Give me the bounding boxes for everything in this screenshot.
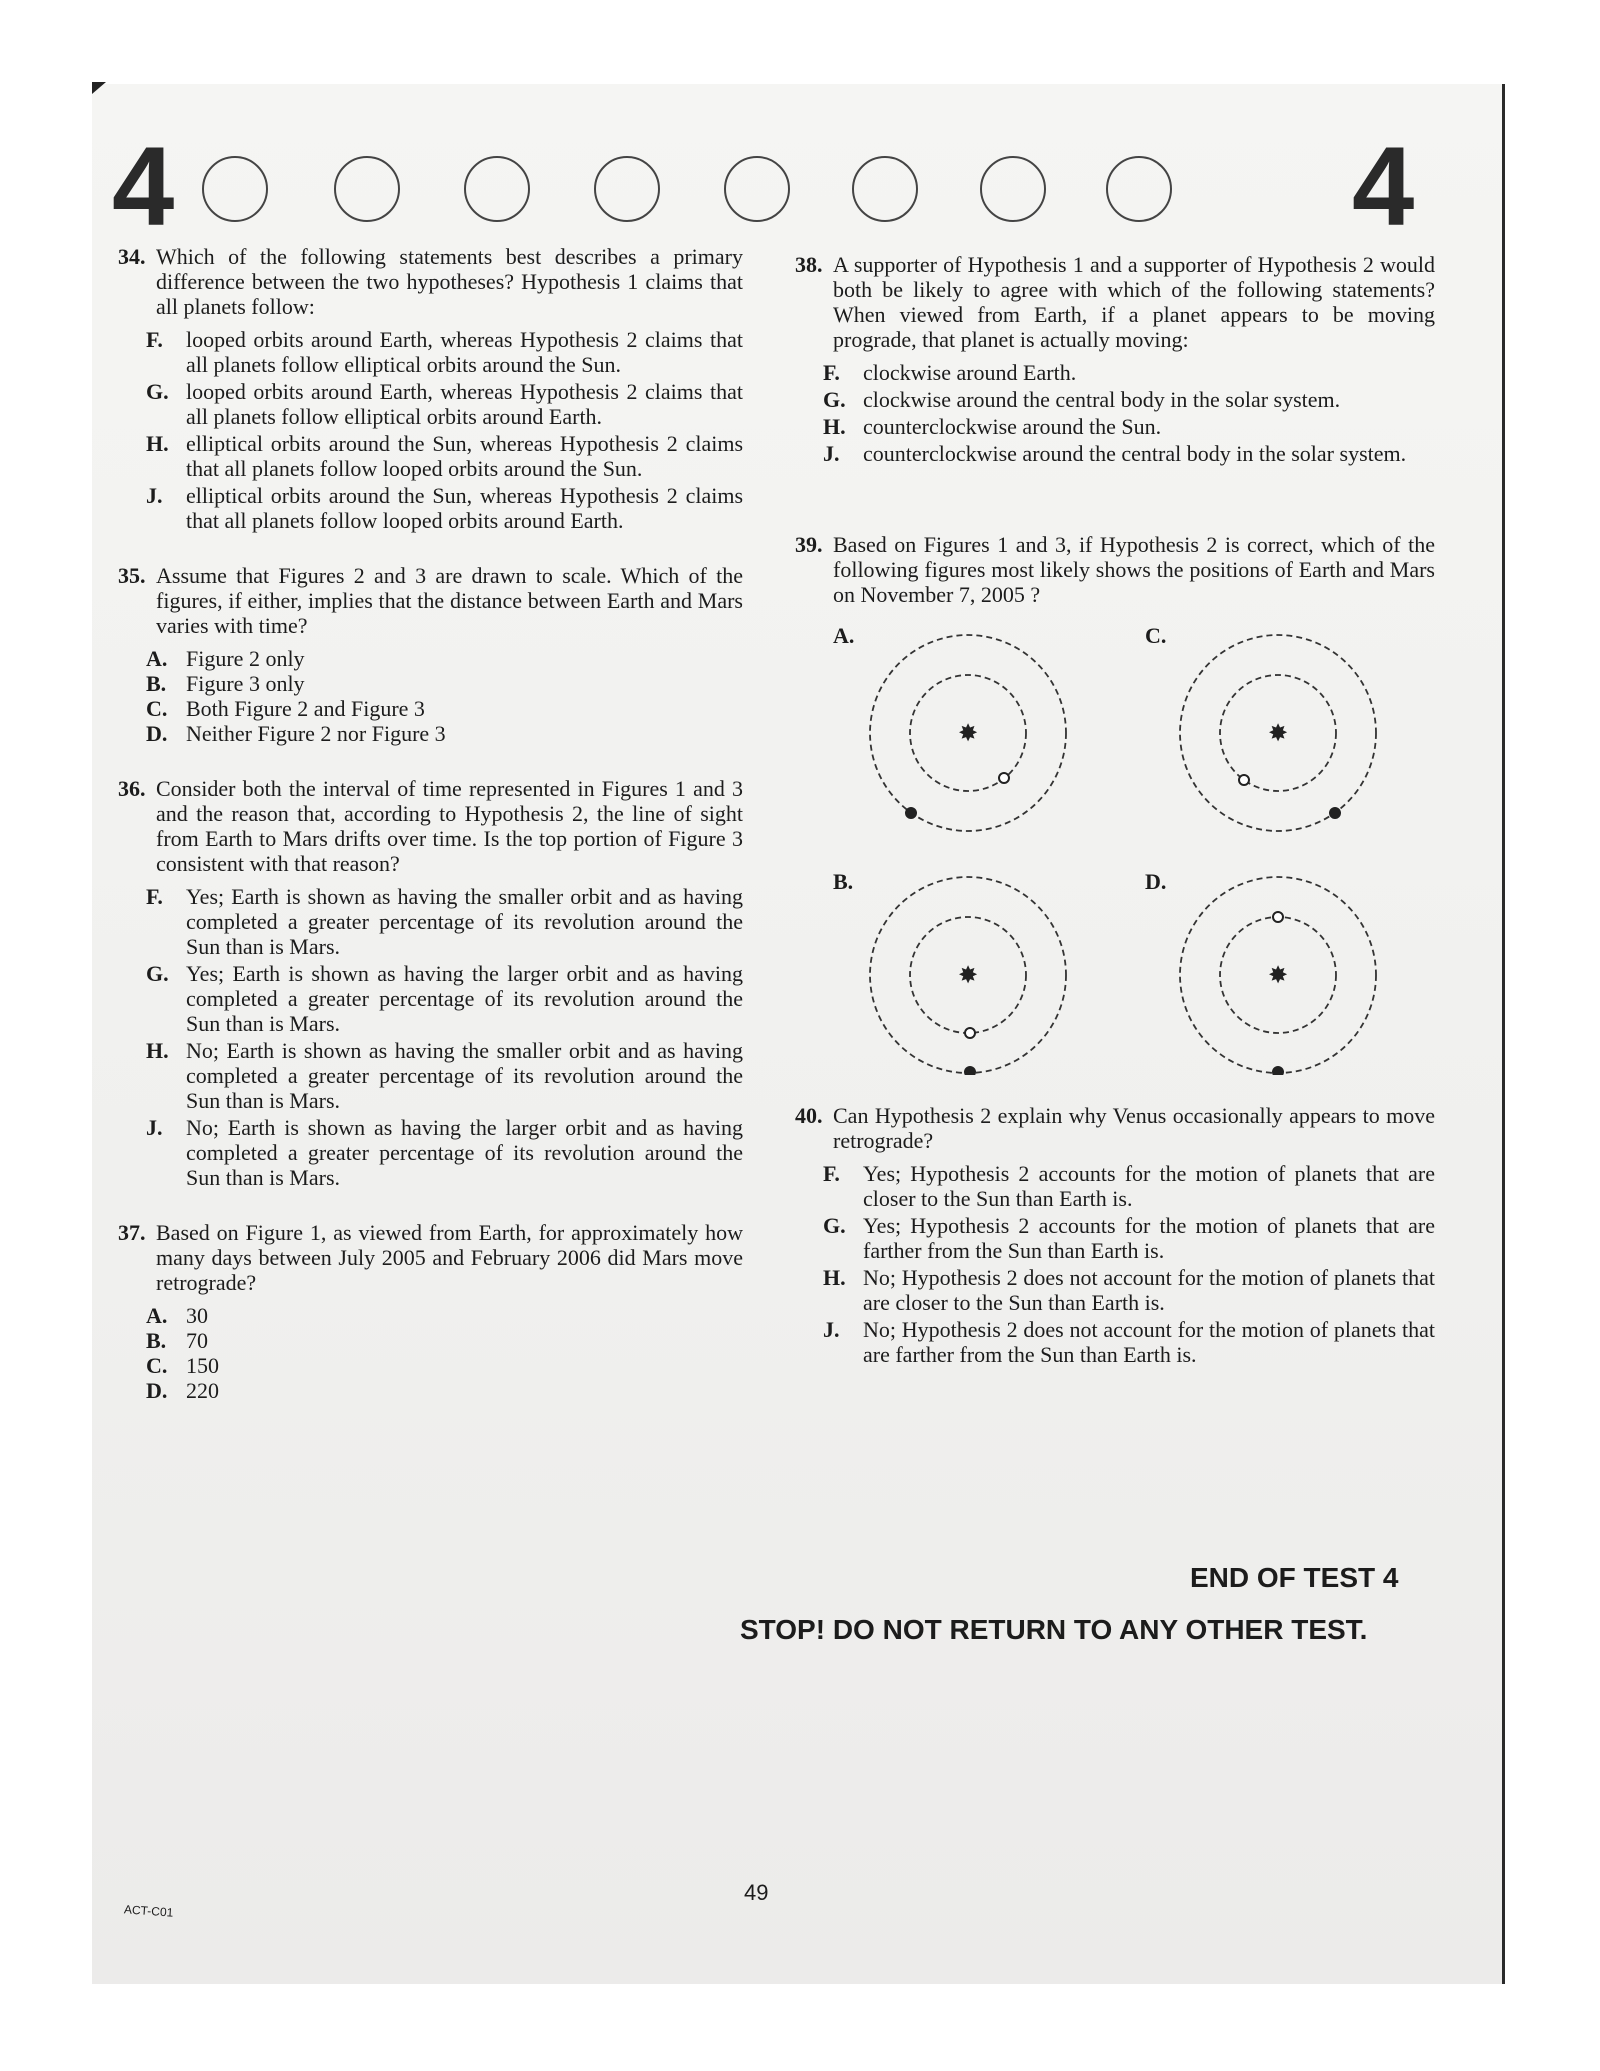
svg-text:✸: ✸ [957,961,979,989]
answer-option-c[interactable] [146,1353,743,1378]
header-circle [464,156,530,222]
question-number: 35. [118,563,146,588]
corner-mark [92,82,106,94]
answer-option-g[interactable] [146,379,743,429]
option-label: D. [146,721,168,746]
answer-option-a[interactable] [146,1303,743,1328]
option-text: No; Hypothesis 2 does not account for the motion of planets that are closer to the Sun than Earth is. [863,1265,1435,1315]
option-text: No; Hypothesis 2 does not account for the motion of planets that are farther from the Sun than Earth is. [863,1317,1435,1367]
svg-text:✸: ✸ [1267,719,1289,747]
right-column [795,252,1435,1397]
header-circle [334,156,400,222]
question-text: Assume that Figures 2 and 3 are drawn to scale. Which of the figures, if either, implies that the distance between Earth and Mars varies with time? [156,563,743,638]
answer-option-c[interactable] [146,696,743,721]
answer-figures [833,613,1423,1083]
question-number: 38. [795,252,823,277]
answer-option-f[interactable] [823,360,1435,385]
option-label: J. [146,1115,163,1140]
figure-label-b[interactable]: B. [833,869,854,894]
option-label: C. [146,696,168,721]
question-text: Which of the following statements best describes a primary difference between the two hypotheses? Hypothesis 1 claims that all planets follow: [156,244,743,319]
answer-option-g[interactable] [823,387,1435,412]
option-text: clockwise around Earth. [863,360,1077,385]
answer-option-h[interactable] [823,414,1435,439]
option-label: D. [146,1378,168,1403]
option-text: Yes; Hypothesis 2 accounts for the motion of planets that are farther from the Sun than Earth is. [863,1213,1435,1263]
figure-label-d[interactable]: D. [1145,869,1167,894]
question-37 [118,1220,743,1403]
left-column [118,244,743,1433]
question-number: 34. [118,244,146,269]
answer-option-j[interactable] [146,483,743,533]
option-text: 220 [186,1378,219,1403]
option-text: 30 [186,1303,208,1328]
question-36 [118,776,743,1190]
option-label: J. [146,483,163,508]
header-circle [852,156,918,222]
option-text: Figure 3 only [186,671,305,696]
question-number: 40. [795,1103,823,1128]
question-text: A supporter of Hypothesis 1 and a supporter of Hypothesis 2 would both be likely to agree with which of the following statements? When viewed from Earth, if a planet appears to be moving prograde, that planet is actually moving: [833,252,1435,352]
option-label: A. [146,646,168,671]
question-text: Consider both the interval of time represented in Figures 1 and 3 and the reason that, according to Hypothesis 2, the line of sight from Earth to Mars drifts over time. Is the top portion of Figure 3 consistent with that reason? [156,776,743,876]
question-text: Based on Figures 1 and 3, if Hypothesis 2 is correct, which of the following figures most likely shows the positions of Earth and Mars on November 7, 2005 ? [833,532,1435,607]
option-text: No; Earth is shown as having the smaller orbit and as having completed a greater percentage of its revolution around the Sun than is Mars. [186,1038,743,1113]
end-of-test-label: END OF TEST 4 [1190,1562,1399,1593]
header-circle [980,156,1046,222]
answer-option-j[interactable] [823,1317,1435,1367]
option-label: F. [823,1161,840,1186]
option-label: H. [146,1038,169,1063]
option-text: looped orbits around Earth, whereas Hypothesis 2 claims that all planets follow elliptical orbits around Earth. [186,379,743,429]
footer-code: ACT-C01 [123,1902,174,1920]
option-text: Yes; Hypothesis 2 accounts for the motion of planets that are closer to the Sun than Earth is. [863,1161,1435,1211]
answer-option-h[interactable] [823,1265,1435,1315]
answer-option-j[interactable] [146,1115,743,1190]
option-label: H. [146,431,169,456]
answer-option-b[interactable] [146,671,743,696]
question-number: 36. [118,776,146,801]
answer-option-b[interactable] [146,1328,743,1353]
answer-option-h[interactable] [146,431,743,481]
option-text: Figure 2 only [186,646,305,671]
option-label: F. [823,360,840,385]
section-number-left: 4 [112,124,175,249]
answer-option-f[interactable] [146,884,743,959]
orbit-diagram-c[interactable] [1163,633,1393,833]
header-circle [724,156,790,222]
answer-option-h[interactable] [146,1038,743,1113]
answer-option-f[interactable] [823,1161,1435,1211]
option-text: elliptical orbits around the Sun, whereas Hypothesis 2 claims that all planets follow looped orbits around Earth. [186,483,743,533]
answer-option-g[interactable] [823,1213,1435,1263]
option-text: Neither Figure 2 nor Figure 3 [186,721,446,746]
question-40 [795,1103,1435,1367]
option-label: B. [146,1328,167,1353]
option-text: counterclockwise around the central body in the solar system. [863,441,1407,466]
question-38 [795,252,1435,466]
question-number: 39. [795,532,823,557]
option-label: F. [146,327,163,352]
question-number: 37. [118,1220,146,1245]
question-39 [795,532,1435,1083]
svg-text:✸: ✸ [1267,961,1289,989]
question-text: Based on Figure 1, as viewed from Earth, for approximately how many days between July 2005 and February 2006 did Mars move retrograde? [156,1220,743,1295]
option-text: Both Figure 2 and Figure 3 [186,696,425,721]
option-text: No; Earth is shown as having the larger orbit and as having completed a greater percentage of its revolution around the Sun than is Mars. [186,1115,743,1190]
option-text: looped orbits around Earth, whereas Hypothesis 2 claims that all planets follow elliptical orbits around the Sun. [186,327,743,377]
option-text: clockwise around the central body in the solar system. [863,387,1341,412]
answer-option-j[interactable] [823,441,1435,466]
figure-label-c[interactable]: C. [1145,623,1167,648]
option-label: A. [146,1303,168,1328]
question-34 [118,244,743,533]
option-label: G. [146,379,169,404]
option-label: C. [146,1353,168,1378]
stop-instruction: STOP! DO NOT RETURN TO ANY OTHER TEST. [740,1614,1368,1645]
answer-option-a[interactable] [146,646,743,671]
header-circle [202,156,268,222]
option-label: F. [146,884,163,909]
orbit-diagram-b[interactable] [853,875,1083,1075]
option-label: B. [146,671,167,696]
page-number: 49 [744,1880,769,1905]
answer-option-f[interactable] [146,327,743,377]
option-label: G. [823,387,846,412]
option-text: 70 [186,1328,208,1353]
option-text: counterclockwise around the Sun. [863,414,1162,439]
option-label: G. [146,961,169,986]
answer-option-d[interactable] [146,721,743,746]
section-header [112,124,1422,249]
option-label: H. [823,1265,846,1290]
option-text: Yes; Earth is shown as having the larger orbit and as having completed a greater percentage of its revolution around the Sun than is Mars. [186,961,743,1036]
option-label: G. [823,1213,846,1238]
question-text: Can Hypothesis 2 explain why Venus occasionally appears to move retrograde? [833,1103,1435,1153]
option-label: J. [823,441,840,466]
header-circle [594,156,660,222]
option-text: 150 [186,1353,219,1378]
svg-text:✸: ✸ [957,719,979,747]
option-text: Yes; Earth is shown as having the smaller orbit and as having completed a greater percentage of its revolution around the Sun than is Mars. [186,884,743,959]
question-35 [118,563,743,746]
option-text: elliptical orbits around the Sun, whereas Hypothesis 2 claims that all planets follow looped orbits around the Sun. [186,431,743,481]
figure-label-a[interactable]: A. [833,623,855,648]
orbit-diagram-a[interactable] [853,633,1083,833]
option-label: H. [823,414,846,439]
section-number-right: 4 [1352,124,1415,249]
option-label: J. [823,1317,840,1342]
header-circle [1106,156,1172,222]
answer-option-g[interactable] [146,961,743,1036]
orbit-diagram-d[interactable] [1163,875,1393,1075]
answer-option-d[interactable] [146,1378,743,1403]
